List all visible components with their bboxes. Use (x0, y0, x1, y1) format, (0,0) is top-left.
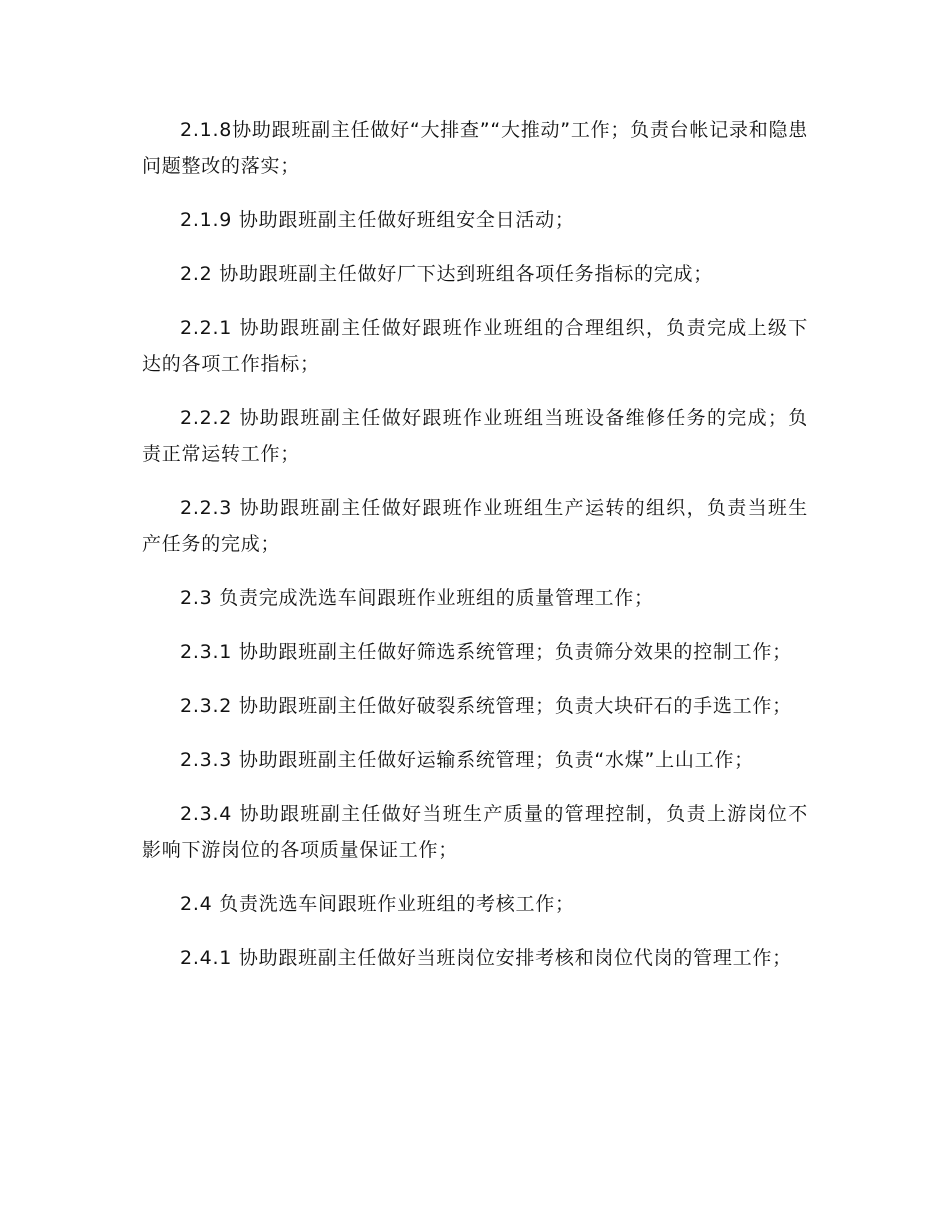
paragraph-2-2-2: 2.2.2 协助跟班副主任做好跟班作业班组当班设备维修任务的完成；负责正常运转工作； (142, 407, 808, 465)
paragraph-2-3-2: 2.3.2 协助跟班副主任做好破裂系统管理；负责大块矸石的手选工作； (180, 695, 792, 717)
paragraph-2-2: 2.2 协助跟班副主任做好厂下达到班组各项任务指标的完成； (180, 263, 714, 285)
paragraph-2-2-1: 2.2.1 协助跟班副主任做好跟班作业班组的合理组织，负责完成上级下达的各项工作指标； (142, 317, 808, 375)
paragraph-2-4: 2.4 负责洗选车间跟班作业班组的考核工作； (180, 893, 575, 915)
paragraph-2-3-4: 2.3.4 协助跟班副主任做好当班生产质量的管理控制，负责上游岗位不影响下游岗位的各项质量保证工作； (142, 803, 808, 861)
paragraph-2-1-9: 2.1.9 协助跟班副主任做好班组安全日活动； (180, 209, 575, 231)
paragraph-2-3-3: 2.3.3 协助跟班副主任做好运输系统管理；负责“水煤”上山工作； (180, 749, 754, 771)
paragraph-2-3-1: 2.3.1 协助跟班副主任做好筛选系统管理；负责筛分效果的控制工作； (180, 641, 792, 663)
paragraph-2-1-8: 2.1.8协助跟班副主任做好“大排查”“大推动”工作；负责台帐记录和隐患问题整改的落实； (142, 119, 808, 177)
paragraph-2-2-3: 2.2.3 协助跟班副主任做好跟班作业班组生产运转的组织，负责当班生产任务的完成； (142, 497, 808, 555)
paragraph-2-3: 2.3 负责完成洗选车间跟班作业班组的质量管理工作； (180, 587, 654, 609)
paragraph-2-4-1: 2.4.1 协助跟班副主任做好当班岗位安排考核和岗位代岗的管理工作； (180, 947, 792, 969)
